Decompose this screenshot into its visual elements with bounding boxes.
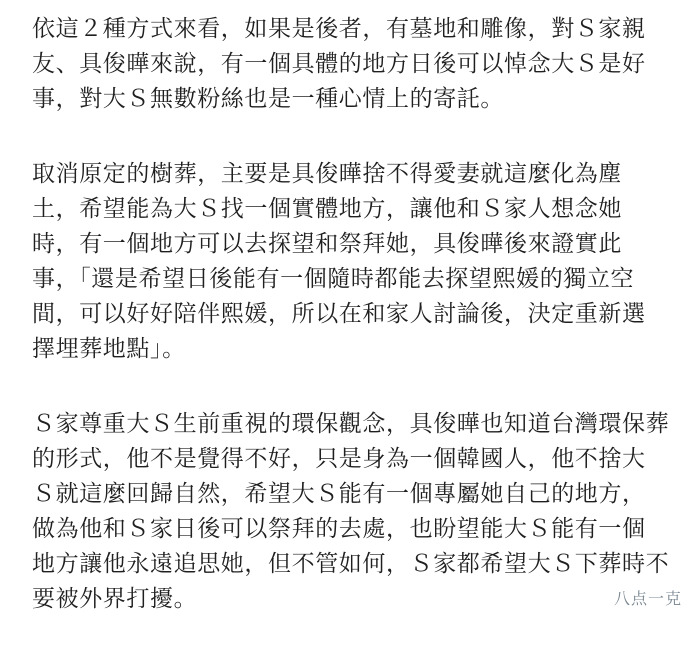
paragraph-line: 要被外界打擾。: [32, 586, 198, 612]
watermark-text: 八点一克: [613, 589, 682, 608]
article-body: [32, 12, 670, 657]
paragraph-line: Ｓ家尊重大Ｓ生前重視的環保觀念，具俊曄也知道台灣環保葬: [32, 411, 670, 437]
paragraph-1: [32, 12, 660, 117]
paragraph-line: 取消原定的樹葬，主要是具俊曄捨不得愛妻就這麼化為塵: [32, 161, 622, 187]
paragraph-3: [32, 407, 670, 617]
paragraph-2: [32, 157, 660, 367]
paragraph-line: 地方讓他永遠追思她，但不管如何，Ｓ家都希望大Ｓ下葬時不: [32, 551, 670, 577]
paragraph-line: 事，對大Ｓ無數粉絲也是一種心情上的寄託。: [32, 86, 504, 112]
paragraph-line: 時，有一個地方可以去探望和祭拜她，具俊曄後來證實此: [32, 231, 622, 257]
paragraph-line: Ｓ就這麼回歸自然，希望大Ｓ能有一個專屬她自己的地方，: [32, 481, 646, 507]
paragraph-line: 友、具俊曄來說，有一個具體的地方日後可以悼念大Ｓ是好: [32, 51, 646, 77]
paragraph-line: 依這２種方式來看，如果是後者，有墓地和雕像，對Ｓ家親: [32, 16, 646, 42]
paragraph-line: 事，「還是希望日後能有一個隨時都能去探望熙媛的獨立空: [32, 266, 635, 292]
paragraph-line: 擇埋葬地點」。: [32, 336, 186, 362]
paragraph-line: 間，可以好好陪伴熙媛，所以在和家人討論後，決定重新選: [32, 301, 646, 327]
paragraph-line: 做為他和Ｓ家日後可以祭拜的去處，也盼望能大Ｓ能有一個: [32, 516, 646, 542]
paragraph-line: 的形式，他不是覺得不好，只是身為一個韓國人，他不捨大: [32, 446, 646, 472]
paragraph-line: 土，希望能為大Ｓ找一個實體地方，讓他和Ｓ家人想念她: [32, 196, 622, 222]
